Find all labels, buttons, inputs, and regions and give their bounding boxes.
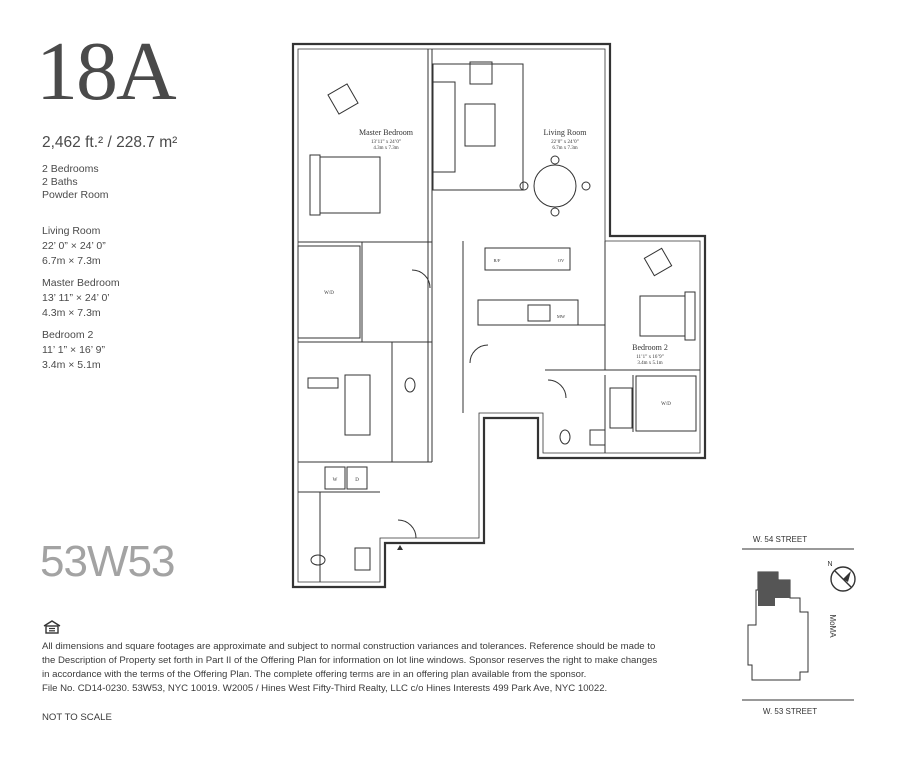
north-label: N: [827, 561, 833, 568]
closet-master: [298, 246, 360, 338]
disclaimer: [42, 640, 682, 696]
equal-housing-icon: [43, 620, 61, 634]
dryer-label: D: [355, 478, 359, 483]
toilet: [405, 378, 415, 392]
door-swing: [470, 345, 488, 363]
dimension-imperial: 22’ 0” × 24’ 0”: [42, 240, 106, 252]
bedroom-2-dims: 11’1” x 16’9”: [636, 355, 664, 360]
dryer: [347, 467, 367, 489]
unit-number: 18A: [36, 25, 175, 118]
fridge-label: R/F: [493, 258, 501, 263]
vanity: [590, 430, 605, 445]
armchair: [328, 84, 358, 114]
disclaimer-line: in accordance with the terms of the Offering Plan. The complete offering terms are in an offering plan available from the sponsor.: [42, 669, 587, 680]
bath-count: 2 Baths: [42, 176, 78, 188]
street-label-north: W. 54 STREET: [752, 535, 808, 544]
dimension-room-name: Living Room: [42, 225, 101, 237]
rug: [433, 64, 523, 190]
street-label-south: W. 53 STREET: [762, 707, 818, 716]
vanity: [355, 548, 370, 570]
toilet: [311, 555, 325, 565]
dimension-group-master: [42, 276, 120, 321]
cooktop: [528, 305, 550, 321]
dimension-metric: 3.4m × 5.1m: [42, 359, 101, 371]
bed-2: [640, 296, 685, 336]
closet-label: W/D: [661, 402, 671, 407]
master-bedroom-dims: 13’11” x 24’0”: [370, 140, 402, 145]
armchair: [470, 62, 492, 84]
bedroom-2-metric: 3.4m x 5.1m: [637, 361, 663, 366]
dimension-imperial: 13’ 11” × 24’ 0’: [42, 292, 110, 304]
master-bedroom-metric: 4.3m x 7.3m: [373, 146, 399, 151]
master-bedroom-label: Master Bedroom: [359, 128, 413, 137]
room-count: 2 Bedrooms: [42, 163, 99, 175]
entry-marker: [397, 545, 403, 550]
closet-bedroom2: [636, 376, 696, 431]
museum-label: MoMA: [828, 614, 837, 638]
room-summary: [42, 163, 109, 202]
dimension-metric: 6.7m × 7.3m: [42, 255, 101, 267]
oven-label: OV: [557, 258, 565, 263]
exterior-wall: [293, 44, 705, 587]
dining-table: [534, 165, 576, 207]
disclaimer-line: the Description of Property set forth in Part II of the Offering Plan for information on lot line windows. Sponsor reserves the right to make changes: [42, 655, 658, 666]
kitchen-counter: [485, 248, 570, 270]
closet-label: W/D: [324, 291, 334, 296]
washer-label: W: [332, 478, 338, 483]
living-room-dims: 22’0” x 24’0”: [551, 140, 579, 145]
room-dimensions: [42, 224, 120, 380]
dimension-group-living: [42, 224, 120, 269]
sofa: [433, 82, 455, 172]
master-bed: [320, 157, 380, 213]
door-swing: [412, 270, 430, 288]
exterior-wall: [298, 49, 700, 582]
microwave-label: MW: [556, 314, 566, 319]
compass-icon: [831, 567, 855, 591]
door-swing: [398, 520, 416, 538]
living-room-metric: 6.7m x 7.3m: [552, 146, 578, 151]
dimension-room-name: Master Bedroom: [42, 277, 120, 289]
door-swing: [548, 380, 566, 398]
unit-highlight: [758, 572, 790, 606]
dimension-group-bedroom2: [42, 328, 120, 373]
powder-room: Powder Room: [42, 189, 109, 201]
washer: [325, 467, 345, 489]
bedroom-2-label: Bedroom 2: [632, 343, 668, 352]
bathtub: [610, 388, 632, 428]
dimension-metric: 4.3m × 7.3m: [42, 307, 101, 319]
coffee-table: [465, 104, 495, 146]
armchair: [644, 248, 671, 275]
dimension-room-name: Bedroom 2: [42, 329, 94, 341]
toilet: [560, 430, 570, 444]
unit-area: 2,462 ft.² / 228.7 m²: [42, 134, 178, 151]
brand-logo: 53W53: [40, 537, 175, 586]
disclaimer-line: All dimensions and square footages are approximate and subject to normal construction variances and tolerances. Reference should be made to: [42, 641, 656, 652]
building-footprint: [748, 572, 808, 680]
bathtub: [345, 375, 370, 435]
dimension-imperial: 11’ 1” × 16’ 9”: [42, 344, 105, 356]
living-room-label: Living Room: [543, 128, 587, 137]
disclaimer-line: File No. CD14-0230. 53W53, NYC 10019. W2005 / Hines West Fifty-Third Realty, LLC c/o Hines Interests 499 Park Ave, NYC 10022.: [42, 683, 608, 694]
not-to-scale: NOT TO SCALE: [42, 712, 112, 723]
kitchen-island: [478, 300, 578, 325]
vanity: [308, 378, 338, 388]
